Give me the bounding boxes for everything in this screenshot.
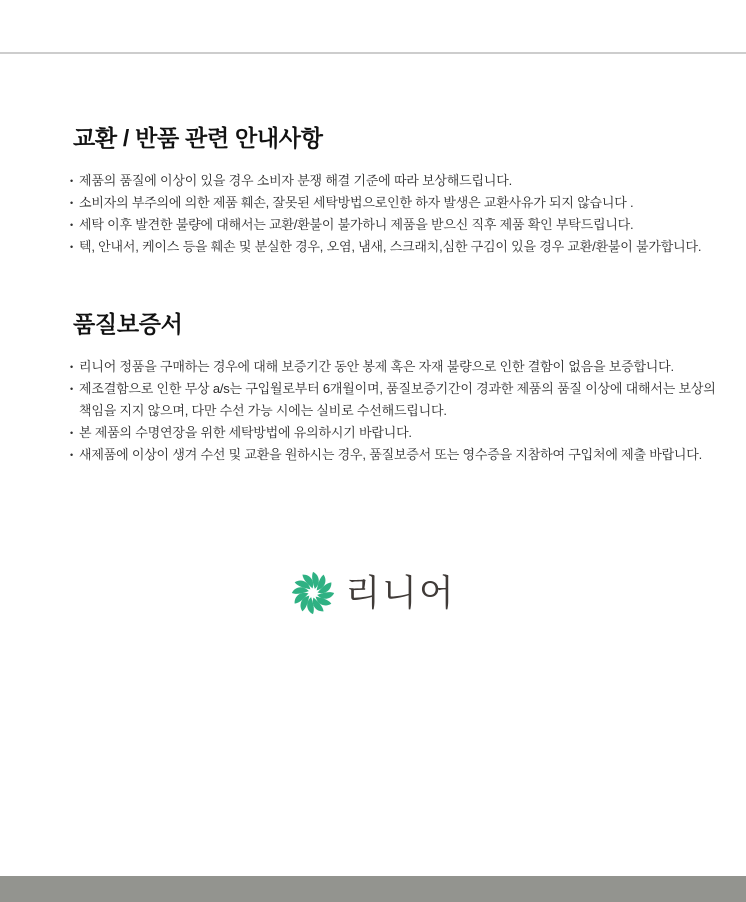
brand-logo <box>0 570 746 616</box>
list-item: • 세탁 이후 발견한 불량에 대해서는 교환/환불이 불가하니 제품을 받으신 직후 제품 확인 부탁드립니다. <box>70 214 720 236</box>
list-item: • 새제품에 이상이 생겨 수선 및 교환을 원하시는 경우, 품질보증서 또는 영수증을 지참하여 구입처에 제출 바랍니다. <box>70 444 720 466</box>
quality-warranty-list <box>70 356 720 466</box>
exchange-return-list <box>70 170 720 258</box>
top-divider <box>0 52 746 54</box>
brand-name: 리니어 <box>345 572 456 613</box>
list-item: • 리니어 정품을 구매하는 경우에 대해 보증기간 동안 봉제 혹은 자재 불량으로 인한 결함이 없음을 보증합니다. <box>70 356 720 378</box>
exchange-return-title: 교환 / 반품 관련 안내사항 <box>73 125 323 151</box>
exchange-return-section <box>70 122 720 258</box>
quality-warranty-title: 품질보증서 <box>73 311 183 337</box>
list-item: • 제품의 품질에 이상이 있을 경우 소비자 분쟁 해결 기준에 따라 보상해드립니다. <box>70 170 720 192</box>
list-item: • 본 제품의 수명연장을 위한 세탁방법에 유의하시기 바랍니다. <box>70 422 720 444</box>
list-item: • 텍, 안내서, 케이스 등을 훼손 및 분실한 경우, 오염, 냄새, 스크래치,심한 구김이 있을 경우 교환/환불이 불가합니다. <box>70 236 720 258</box>
quality-warranty-section <box>70 308 720 466</box>
footer-bar <box>0 876 746 902</box>
content <box>70 122 720 466</box>
list-item: • 제조결함으로 인한 무상 a/s는 구입월로부터 6개월이며, 품질보증기간이 경과한 제품의 품질 이상에 대해서는 보상의 책임을 지지 않으며, 다만 수선 가능 시에는 실비로 수선해드립니다. <box>70 378 720 422</box>
pinwheel-logo-icon <box>290 570 336 616</box>
list-item: • 소비자의 부주의에 의한 제품 훼손, 잘못된 세탁방법으로인한 하자 발생은 교환사유가 되지 않습니다 . <box>70 192 720 214</box>
